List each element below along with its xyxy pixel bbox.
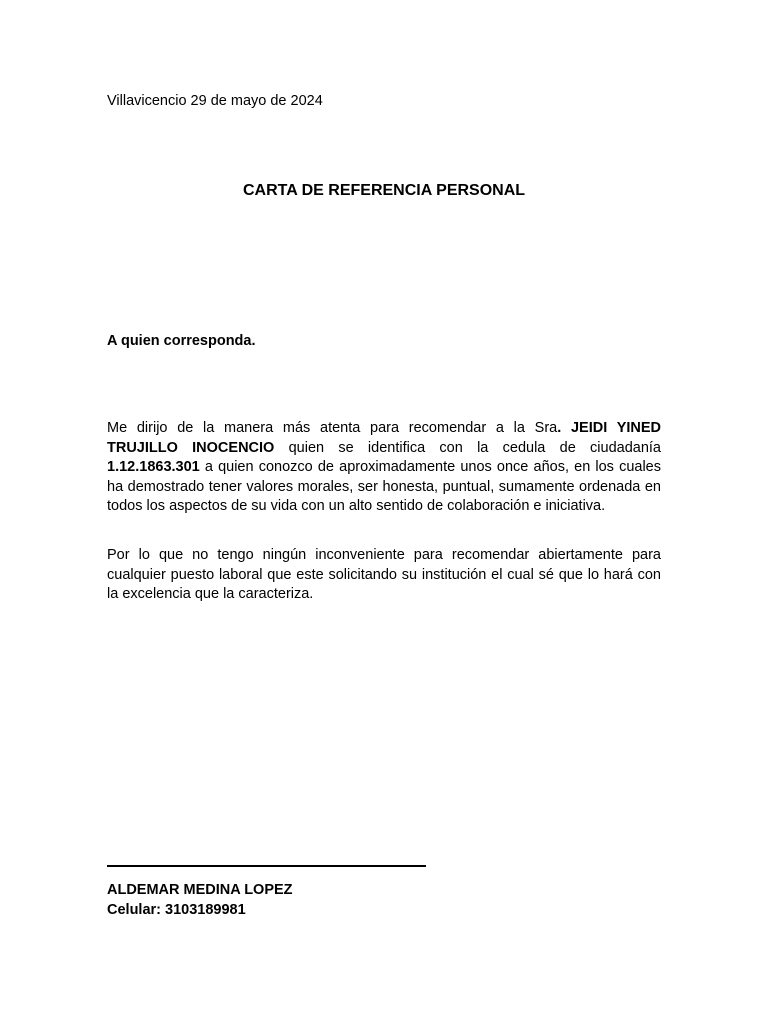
- signer-phone: Celular: 3103189981: [107, 902, 246, 918]
- place-date: Villavicencio 29 de mayo de 2024: [107, 93, 323, 109]
- paragraph-1-rest: a quien conozco de aproximadamente unos once años, en los cuales ha demostrado tener valores morales, ser honesta, puntual, sumamente ordenada en todos los aspectos de su vida con un alto sentido de colaboración e iniciativa.: [107, 459, 661, 514]
- recommended-person-name: . JEIDI YINED TRUJILLO INOCENCIO: [107, 420, 662, 456]
- letter-title: CARTA DE REFERENCIA PERSONAL: [242, 182, 526, 199]
- body-paragraph-1: [107, 419, 661, 517]
- paragraph-1-id-text: quien se identifica con la cedula de ciudadanía: [274, 439, 661, 456]
- signature-line: [107, 865, 426, 867]
- id-number: 1.12.1863.301: [107, 459, 200, 475]
- body-paragraph-2: Por lo que no tengo ningún inconveniente para recomendar abiertamente para cualquier puesto laboral que este solicitando su institución el cual sé que lo hará con la excelencia que la caracteriza.: [107, 547, 661, 602]
- paragraph-1-intro: Me dirijo de la manera más atenta para recomendar a la Sra: [107, 420, 558, 436]
- salutation: A quien corresponda.: [107, 333, 256, 349]
- signer-name: ALDEMAR MEDINA LOPEZ: [107, 882, 293, 898]
